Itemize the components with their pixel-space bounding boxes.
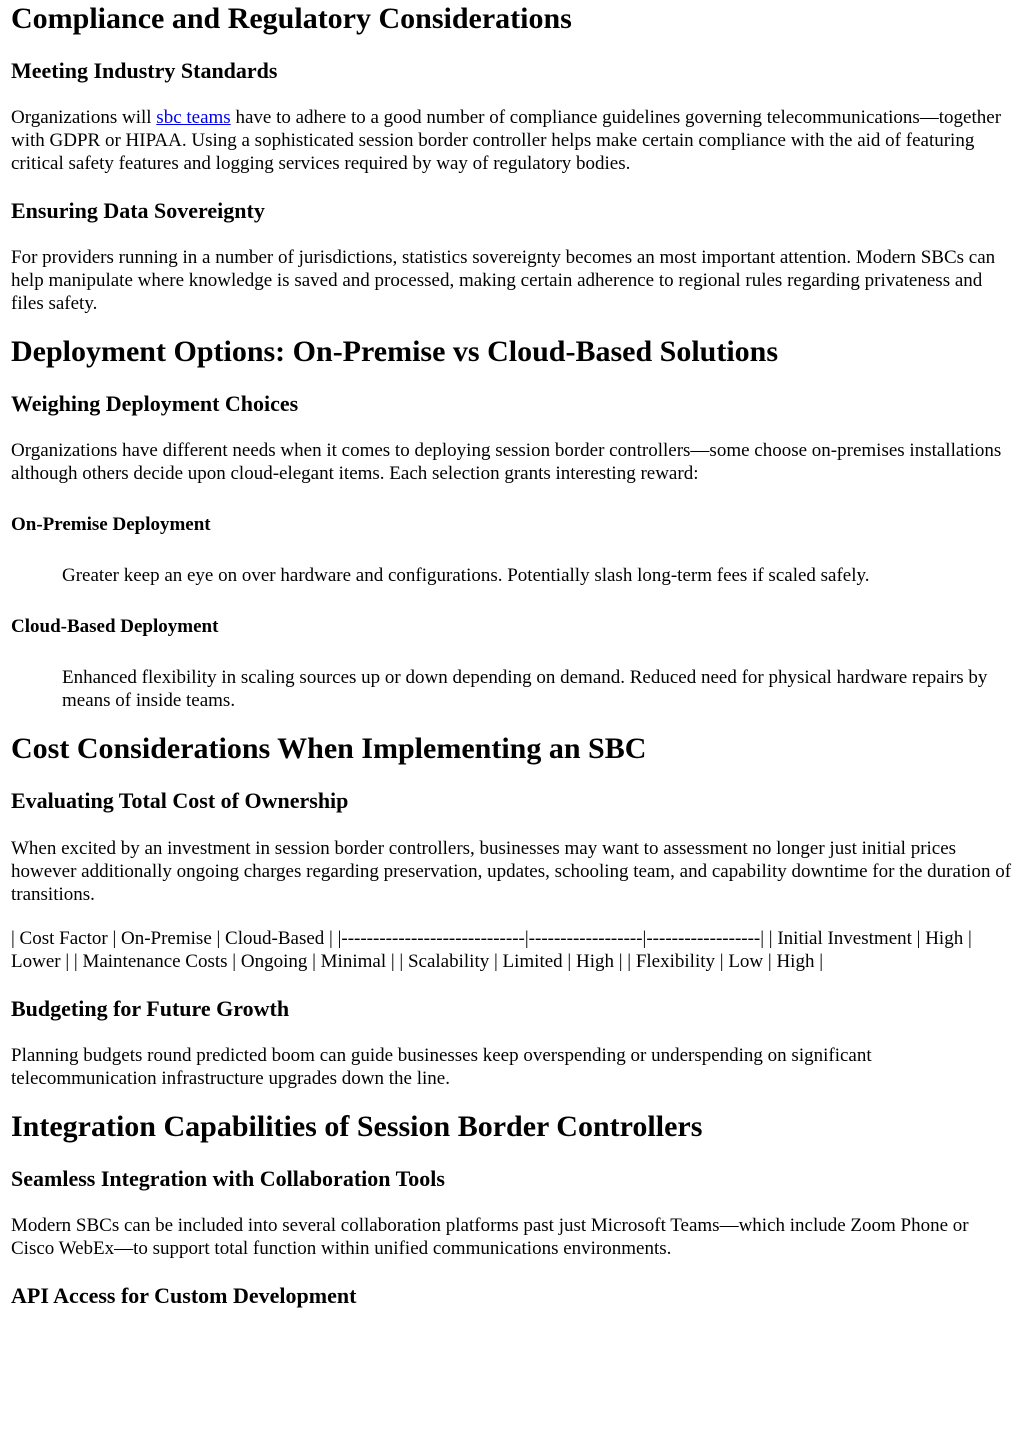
- paragraph-cloud-based: Enhanced flexibility in scaling sources up or down depending on demand. Reduced need for physical hardware repairs by means of inside teams.: [62, 667, 988, 711]
- paragraph-weighing-choices: Organizations have different needs when it comes to deploying session border controllers—some choose on-premises installations although others decide upon cloud-elegant items. Each selection grants interesting reward:: [11, 440, 1002, 484]
- paragraph-total-cost: When excited by an investment in session border controllers, businesses may want to assessment no longer just initial prices however additionally ongoing charges regarding preservation, updates, schooling team, and capability downtime for the duration of transitions.: [11, 838, 1012, 905]
- subheading-collaboration: Seamless Integration with Collaboration Tools: [11, 1166, 445, 1191]
- section-heading-cost: Cost Considerations When Implementing an SBC: [11, 732, 647, 765]
- subheading-budgeting: Budgeting for Future Growth: [11, 996, 290, 1021]
- section-heading-integration: Integration Capabilities of Session Border Controllers: [11, 1110, 703, 1143]
- paragraph-collaboration: Modern SBCs can be included into several collaboration platforms past just Microsoft Teams—which include Zoom Phone or Cisco WebEx—to support total function within unified communications environments.: [11, 1215, 969, 1259]
- paragraph-text: Organizations will: [11, 107, 157, 128]
- paragraph-budgeting: Planning budgets round predicted boom can guide businesses keep overspending or underspending on significant telecommunication infrastructure upgrades down the line.: [11, 1045, 872, 1089]
- section-heading-compliance: Compliance and Regulatory Considerations: [11, 2, 572, 35]
- subheading-weighing-choices: Weighing Deployment Choices: [11, 391, 299, 416]
- subheading-cloud-based: Cloud-Based Deployment: [11, 616, 219, 637]
- sbc-teams-link[interactable]: sbc teams: [156, 107, 231, 128]
- subheading-meeting-standards: Meeting Industry Standards: [11, 58, 278, 83]
- cost-table-text: | Cost Factor | On-Premise | Cloud-Based | |-----------------------------|------------------|------------------| | Initial Investment | High | Lower | | Maintenance Costs | Ongoing | Minimal | | Scalability | Limited | High | | Flexibility | Low | High |: [11, 928, 972, 972]
- section-heading-deployment: Deployment Options: On-Premise vs Cloud-Based Solutions: [11, 335, 779, 368]
- subheading-total-cost: Evaluating Total Cost of Ownership: [11, 788, 349, 813]
- paragraph-on-premise: Greater keep an eye on over hardware and configurations. Potentially slash long-term fees if scaled safely.: [62, 565, 870, 586]
- paragraph-data-sovereignty: For providers running in a number of jurisdictions, statistics sovereignty becomes an most important attention. Modern SBCs can help manipulate where knowledge is saved and processed, making certain adherence to regional rules regarding privateness and files safety.: [11, 247, 996, 314]
- subheading-on-premise: On-Premise Deployment: [11, 514, 211, 535]
- subheading-api-access: API Access for Custom Development: [11, 1283, 357, 1308]
- subheading-data-sovereignty: Ensuring Data Sovereignty: [11, 198, 265, 223]
- paragraph-text: have to adhere to a good number of compliance guidelines governing telecommunications—together with GDPR or HIPAA. Using a sophisticated session border controller helps make certain compliance with the aid of featuring critical safety features and logging services required by way of regulatory bodies.: [11, 107, 1002, 174]
- document: [0, 1, 1024, 1310]
- paragraph-meeting-standards: [11, 106, 1013, 175]
